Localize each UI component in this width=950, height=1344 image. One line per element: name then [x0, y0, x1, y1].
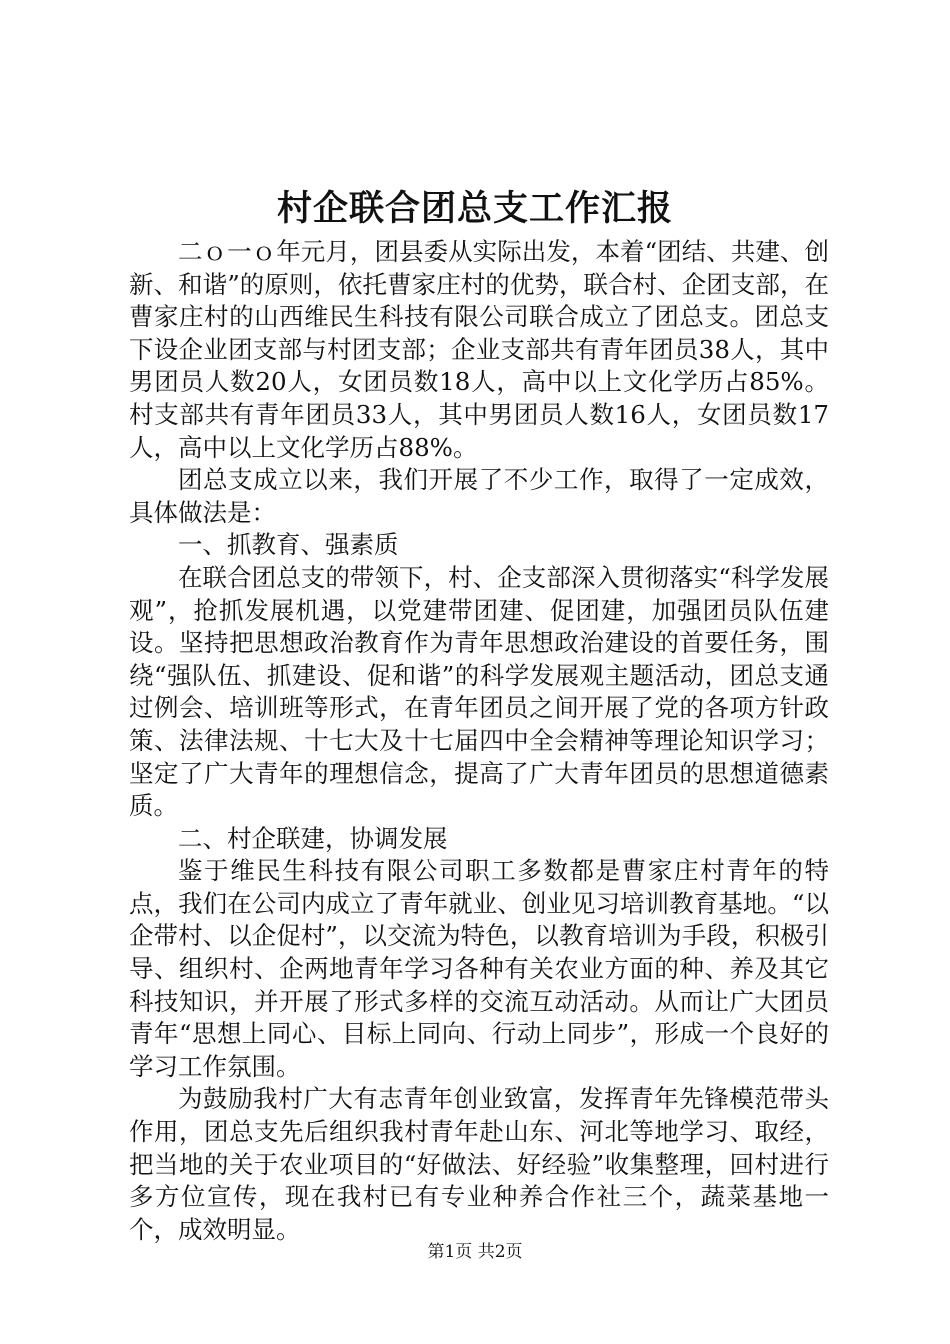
paragraph-intro: 二ｏ一ｏ年元月，团县委从实际出发，本着“团结、共建、创新、和谐”的原则，依托曹家庄村的优势，联合村、企团支部，在曹家庄村的山西维民生科技有限公司联合成立了团总支。团总支下设企业团支部与村团支部；企业支部共有青年团员38人，其中男团员人数20人，女团员数18人，高中以上文化学历占85%。村支部共有青年团员33人，其中男团员人数16人，女团员数17人，高中以上文化学历占88%。 — [129, 237, 829, 462]
section-heading-2: 二、村企联建，协调发展 — [178, 823, 448, 853]
paragraph-section-2b: 为鼓励我村广大有志青年创业致富，发挥青年先锋模范带头作用，团总支先后组织我村青年赴山东、河北等地学习、取经，把当地的关于农业项目的“好做法、好经验”收集整理，回村进行多方位宣传，现在我村已有专业种养合作社三个，蔬菜基地一个，成效明显。 — [129, 1084, 829, 1244]
section-heading-1: 一、抓教育、强素质 — [178, 530, 399, 560]
document-title: 村企联合团总支工作汇报 — [276, 188, 673, 229]
paragraph-summary: 团总支成立以来，我们开展了不少工作，取得了一定成效，具体做法是： — [129, 465, 829, 527]
paragraph-section-2a: 鉴于维民生科技有限公司职工多数都是曹家庄村青年的特点，我们在公司内成立了青年就业、创业见习培训教育基地。“以企带村、以企促村”，以交流为特色，以教育培训为手段，积极引导、组织村、企两地青年学习各种有关农业方面的种、养及其它科技知识，并开展了形式多样的交流互动活动。从而让广大团员青年“思想上同心、目标上同向、行动上同步”，形成一个良好的学习工作氛围。 — [129, 856, 829, 1081]
page-number-footer: 第1页 共2页 — [427, 1242, 523, 1262]
paragraph-section-1: 在联合团总支的带领下，村、企支部深入贯彻落实“科学发展观”，抢抓发展机遇，以党建带团建、促团建，加强团员队伍建设。坚持把思想政治教育作为青年思想政治建设的首要任务，围绕“强队伍、抓建设、促和谐”的科学发展观主题活动，团总支通过例会、培训班等形式，在青年团员之间开展了党的各项方针政策、法律法规、十七大及十七届四中全会精神等理论知识学习；坚定了广大青年的理想信念，提高了广大青年团员的思想道德素质。 — [129, 562, 829, 821]
document-body — [129, 236, 829, 1246]
